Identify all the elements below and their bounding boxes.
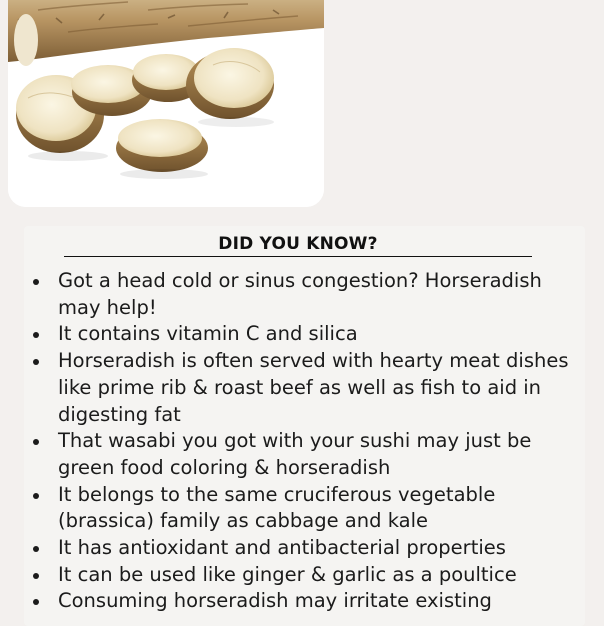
fact-item bbox=[58, 268, 573, 321]
fact-text: It has antioxidant and antibacterial properties bbox=[58, 536, 506, 560]
fact-item bbox=[58, 428, 573, 481]
fact-text: It can be used like ginger & garlic as a poultice bbox=[58, 562, 517, 586]
fact-item bbox=[58, 562, 573, 589]
fact-item bbox=[58, 482, 573, 535]
card-heading: DID YOU KNOW? bbox=[218, 234, 378, 254]
horseradish-photo bbox=[8, 0, 324, 207]
fact-item bbox=[58, 535, 573, 562]
heading-underline bbox=[64, 234, 532, 257]
fact-item bbox=[58, 588, 573, 615]
facts-list bbox=[58, 268, 573, 615]
fact-text: It belongs to the same cruciferous vegetable (brassica) family as cabbage and kale bbox=[58, 482, 496, 533]
fact-text: It contains vitamin C and silica bbox=[58, 322, 358, 346]
fact-text: Horseradish is often served with hearty meat dishes like prime rib & roast beef as well as fish to aid in digesting fat bbox=[58, 349, 569, 426]
fact-text: That wasabi you got with your sushi may just be green food coloring & horseradish bbox=[58, 429, 532, 479]
fact-item bbox=[58, 348, 573, 428]
did-you-know-card bbox=[24, 226, 585, 626]
fact-text: Got a head cold or sinus congestion? Horseradish may help! bbox=[58, 269, 542, 319]
fact-text: Consuming horseradish may irritate existing bbox=[58, 589, 492, 613]
fact-item bbox=[58, 321, 573, 348]
